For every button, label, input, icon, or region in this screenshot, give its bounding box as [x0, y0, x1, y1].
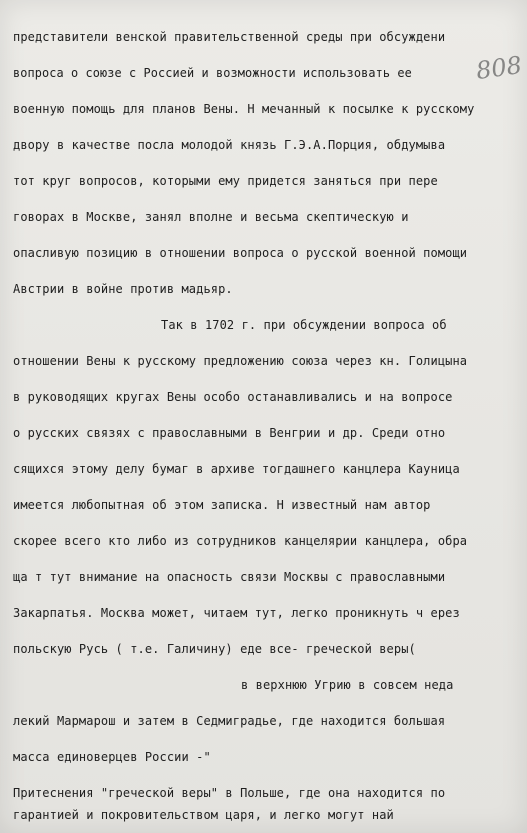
page-number: 808: [474, 50, 524, 86]
text-line: военную помощь для планов Вены. Н мечанный к посылке к русскому: [13, 102, 475, 116]
text-line: масса единоверцев России -": [13, 750, 211, 764]
paragraph-line: Притеснения "греческой веры" в Польше, где она находится по: [13, 786, 446, 800]
paragraph-start-line: Так в 1702 г. при обсуждении вопроса об: [161, 318, 447, 332]
text-line: представители венской правительственной среды при обсуждени: [13, 30, 446, 44]
text-line: скорее всего кто либо из сотрудников канцелярии канцлера, обра: [13, 534, 468, 548]
text-line: вопроса о союзе с Россией и возможности использовать ее: [13, 66, 412, 80]
text-line: ща т тут внимание на опасность связи Москвы с православными: [13, 570, 446, 584]
text-line: Закарпатья. Москва может, читаем тут, легко проникнуть ч ерез: [13, 606, 460, 620]
indented-line: в верхнюю Угрию в совсем неда: [241, 678, 454, 692]
paragraph-line: гарантией и покровительством царя, и легко могут най: [13, 808, 394, 822]
text-line: лекий Мармарош и затем в Седмиградье, где находится большая: [13, 714, 446, 728]
text-line: сящихся этому делу бумаг в архиве тогдашнего канцлера Кауница: [13, 462, 460, 476]
text-line: в руководящих кругах Вены особо останавливались и на вопросе: [13, 390, 453, 404]
text-line: отношении Вены к русскому предложению союза через кн. Голицына: [13, 354, 468, 368]
text-line: Австрии в войне против мадьяр.: [13, 282, 233, 296]
text-line: тот круг вопросов, которыми ему придется заняться при пере: [13, 174, 438, 188]
text-line: польскую Русь ( т.е. Галичину) еде все- греческой веры(: [13, 642, 416, 656]
text-line: двору в качестве посла молодой князь Г.Э.А.Порция, обдумыва: [13, 138, 446, 152]
text-line: о русских связях с православными в Венгрии и др. Среди отно: [13, 426, 446, 440]
text-line: говорах в Москве, занял вполне и весьма скептическую и: [13, 210, 409, 224]
text-line: имеется любопытная об этом записка. Н известный нам автор: [13, 498, 431, 512]
text-line: опасливую позицию в отношении вопроса о русской военной помощи: [13, 246, 468, 260]
